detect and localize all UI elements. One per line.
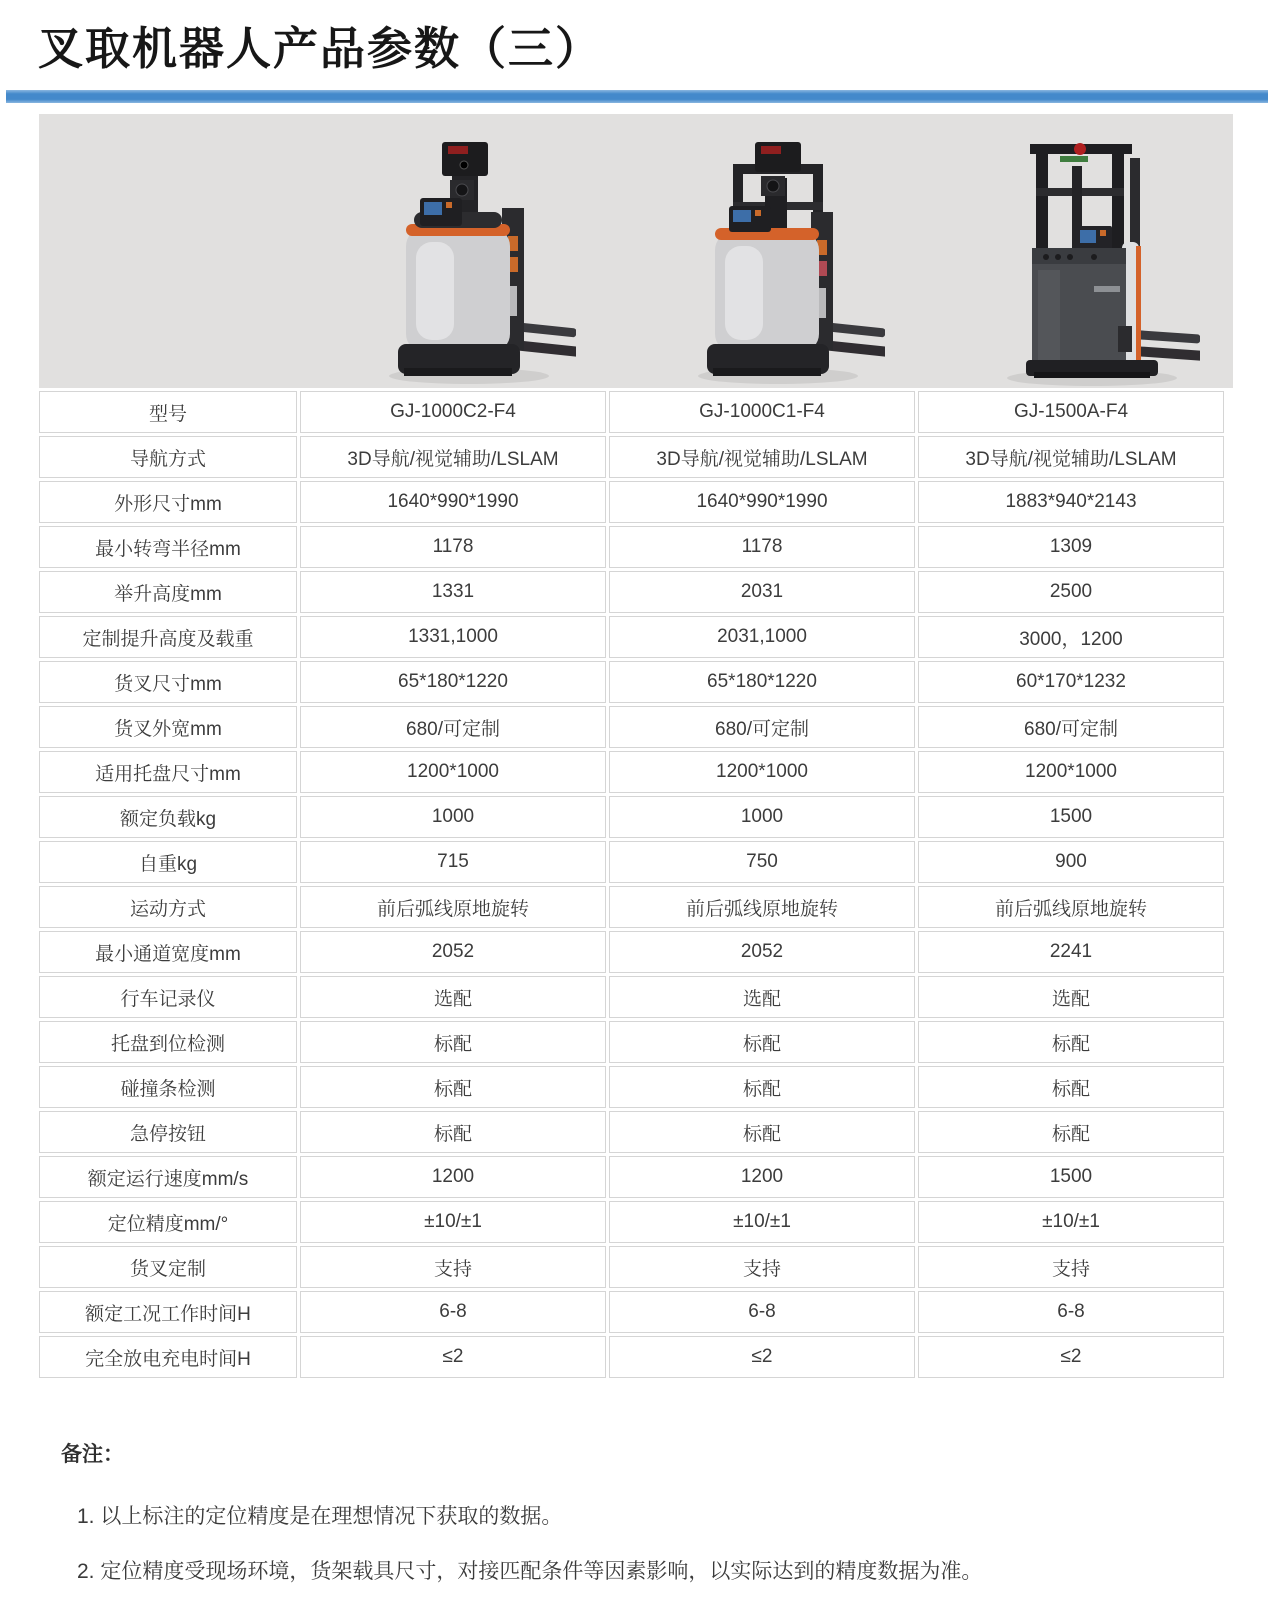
spec-label: 额定工况工作时间H — [39, 1291, 297, 1333]
forklift-robot-photo-gj-1000c1-f4 — [673, 136, 885, 388]
spec-value: 1178 — [300, 526, 606, 568]
spec-value: 3000，1200 — [918, 616, 1224, 658]
spec-value: 1200*1000 — [609, 751, 915, 793]
spec-row — [39, 931, 1224, 973]
spec-value: 标配 — [300, 1111, 606, 1153]
spec-value: 选配 — [918, 976, 1224, 1018]
spec-row — [39, 526, 1224, 568]
spec-value: 标配 — [918, 1021, 1224, 1063]
spec-value: 2241 — [918, 931, 1224, 973]
spec-value: 1178 — [609, 526, 915, 568]
spec-value: 1640*990*1990 — [609, 481, 915, 523]
spec-label: 自重kg — [39, 841, 297, 883]
spec-value: 2052 — [609, 931, 915, 973]
spec-value: 6-8 — [918, 1291, 1224, 1333]
spec-value: 1640*990*1990 — [300, 481, 606, 523]
spec-value: 680/可定制 — [609, 706, 915, 748]
spec-table — [36, 388, 1227, 1381]
forklift-robot-photo-gj-1500a-f4 — [984, 136, 1200, 388]
spec-value: 750 — [609, 841, 915, 883]
spec-row — [39, 841, 1224, 883]
notes-heading: 备注： — [61, 1443, 124, 1466]
spec-value: 1331 — [300, 571, 606, 613]
spec-label: 运动方式 — [39, 886, 297, 928]
spec-value: ≤2 — [609, 1336, 915, 1378]
spec-value: ±10/±1 — [300, 1201, 606, 1243]
spec-value: 6-8 — [609, 1291, 915, 1333]
spec-value: 1331,1000 — [300, 616, 606, 658]
spec-row — [39, 1111, 1224, 1153]
spec-label: 托盘到位检测 — [39, 1021, 297, 1063]
spec-value: 支持 — [300, 1246, 606, 1288]
spec-value: 1200 — [609, 1156, 915, 1198]
spec-row — [39, 1291, 1224, 1333]
spec-value: 1000 — [609, 796, 915, 838]
spec-row — [39, 391, 1224, 433]
spec-label: 额定负载kg — [39, 796, 297, 838]
note-item-2: 2. 定位精度受现场环境，货架载具尺寸，对接匹配条件等因素影响，以实际达到的精度数据为准。 — [77, 1560, 983, 1583]
spec-value: 1000 — [300, 796, 606, 838]
spec-value: 标配 — [918, 1066, 1224, 1108]
spec-value: 支持 — [609, 1246, 915, 1288]
spec-value: 715 — [300, 841, 606, 883]
spec-label: 完全放电充电时间H — [39, 1336, 297, 1378]
spec-row — [39, 1201, 1224, 1243]
spec-value: GJ-1000C2-F4 — [300, 391, 606, 433]
spec-value: 1200*1000 — [300, 751, 606, 793]
spec-label: 举升高度mm — [39, 571, 297, 613]
spec-row — [39, 1246, 1224, 1288]
spec-value: 1200 — [300, 1156, 606, 1198]
spec-value: 选配 — [300, 976, 606, 1018]
spec-value: 2500 — [918, 571, 1224, 613]
spec-value: 标配 — [300, 1066, 606, 1108]
spec-value: 1200*1000 — [918, 751, 1224, 793]
page-title: 叉取机器人产品参数（三） — [38, 23, 603, 74]
spec-row — [39, 1336, 1224, 1378]
spec-row — [39, 751, 1224, 793]
spec-row — [39, 796, 1224, 838]
spec-row — [39, 1156, 1224, 1198]
spec-value: 1883*940*2143 — [918, 481, 1224, 523]
spec-value: 60*170*1232 — [918, 661, 1224, 703]
spec-value: ±10/±1 — [918, 1201, 1224, 1243]
spec-row — [39, 481, 1224, 523]
spec-label: 货叉尺寸mm — [39, 661, 297, 703]
spec-row — [39, 1066, 1224, 1108]
spec-table-body — [39, 391, 1224, 1378]
spec-label: 定制提升高度及载重 — [39, 616, 297, 658]
spec-label: 型号 — [39, 391, 297, 433]
spec-row — [39, 886, 1224, 928]
title-underline-bar — [6, 90, 1268, 103]
spec-value: 标配 — [609, 1111, 915, 1153]
spec-label: 行车记录仪 — [39, 976, 297, 1018]
spec-label: 适用托盘尺寸mm — [39, 751, 297, 793]
hero-empty-slot — [39, 114, 297, 388]
spec-value: 标配 — [609, 1066, 915, 1108]
spec-value: 1500 — [918, 796, 1224, 838]
spec-label: 定位精度mm/° — [39, 1201, 297, 1243]
spec-value: 680/可定制 — [300, 706, 606, 748]
spec-label: 额定运行速度mm/s — [39, 1156, 297, 1198]
spec-row — [39, 616, 1224, 658]
spec-value: ≤2 — [300, 1336, 606, 1378]
product-photo-slot-1 — [297, 114, 606, 388]
spec-row — [39, 571, 1224, 613]
spec-label: 货叉外宽mm — [39, 706, 297, 748]
spec-value: GJ-1500A-F4 — [918, 391, 1224, 433]
product-photo-band — [39, 114, 1233, 388]
spec-label: 导航方式 — [39, 436, 297, 478]
spec-label: 最小转弯半径mm — [39, 526, 297, 568]
spec-value: 65*180*1220 — [609, 661, 915, 703]
spec-row — [39, 1021, 1224, 1063]
spec-value: 3D导航/视觉辅助/LSLAM — [918, 436, 1224, 478]
spec-row — [39, 661, 1224, 703]
spec-value: 900 — [918, 841, 1224, 883]
spec-label: 急停按钮 — [39, 1111, 297, 1153]
spec-value: 1500 — [918, 1156, 1224, 1198]
note-item-1: 1. 以上标注的定位精度是在理想情况下获取的数据。 — [77, 1505, 563, 1528]
spec-value: 2052 — [300, 931, 606, 973]
spec-row — [39, 706, 1224, 748]
spec-value: GJ-1000C1-F4 — [609, 391, 915, 433]
product-photo-slot-3 — [915, 114, 1233, 388]
spec-label: 货叉定制 — [39, 1246, 297, 1288]
spec-label: 外形尺寸mm — [39, 481, 297, 523]
spec-value: 1309 — [918, 526, 1224, 568]
spec-value: 标配 — [300, 1021, 606, 1063]
spec-value: 6-8 — [300, 1291, 606, 1333]
spec-value: 前后弧线原地旋转 — [300, 886, 606, 928]
spec-value: 2031,1000 — [609, 616, 915, 658]
spec-value: 标配 — [918, 1111, 1224, 1153]
product-photo-slot-2 — [606, 114, 915, 388]
spec-label: 碰撞条检测 — [39, 1066, 297, 1108]
spec-label: 最小通道宽度mm — [39, 931, 297, 973]
spec-value: 2031 — [609, 571, 915, 613]
spec-value: ±10/±1 — [609, 1201, 915, 1243]
spec-value: 选配 — [609, 976, 915, 1018]
spec-row — [39, 436, 1224, 478]
spec-value: 65*180*1220 — [300, 661, 606, 703]
spec-value: 前后弧线原地旋转 — [918, 886, 1224, 928]
spec-value: 3D导航/视觉辅助/LSLAM — [609, 436, 915, 478]
spec-value: 680/可定制 — [918, 706, 1224, 748]
spec-value: 支持 — [918, 1246, 1224, 1288]
spec-value: 标配 — [609, 1021, 915, 1063]
spec-value: 3D导航/视觉辅助/LSLAM — [300, 436, 606, 478]
spec-row — [39, 976, 1224, 1018]
spec-value: 前后弧线原地旋转 — [609, 886, 915, 928]
forklift-robot-photo-gj-1000c2-f4 — [364, 136, 576, 388]
spec-value: ≤2 — [918, 1336, 1224, 1378]
